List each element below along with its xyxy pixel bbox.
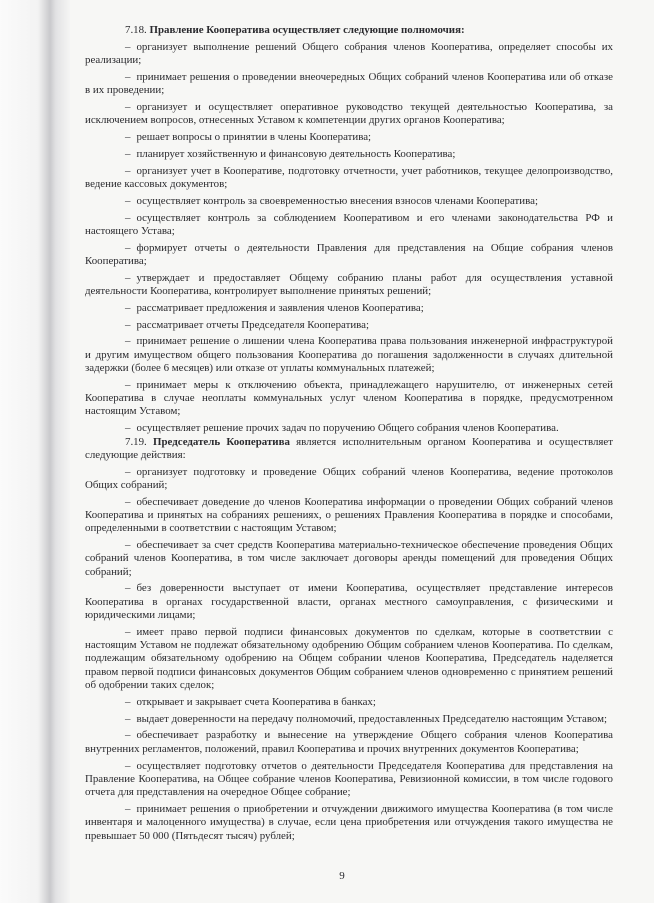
list-item-text: формирует отчеты о деятельности Правления для представления на Общие собрания членов Кооператива; <box>85 241 613 267</box>
list-item <box>85 131 613 144</box>
dash-bullet: – <box>125 164 131 177</box>
list-item-text: принимает решение о лишении члена Кооператива права пользования инженерной инфраструктурой и другим имуществом общего пользования Кооператива до погашения задолженности в случаях длительной задержки (более 6 месяцев) или отказе от уплаты коммунальных платежей; <box>85 335 613 375</box>
document-page <box>85 24 613 843</box>
list-item-text: утверждает и предоставляет Общему собранию планы работ для осуществления уставной деятельности Кооператива, контролирует выполнение принятых решений; <box>85 271 613 298</box>
dash-bullet: – <box>125 301 131 314</box>
list-item-text: осуществляет решение прочих задач по поручению Общего собрания членов Кооператива. <box>136 422 559 435</box>
list-item <box>85 496 613 536</box>
list-item-text: организует и осуществляет оперативное руководство текущей деятельностью Кооператива, за исключением вопросов, отнесенных Уставом к компетенции других органов Кооператива; <box>85 100 613 127</box>
list-item <box>85 760 613 800</box>
list-item-text: обеспечивает доведение до членов Кооператива информации о проведении Общих собраний членов Кооператива и принятых на собраниях решениях, о решениях Правления Кооператива в порядке и способами, определенными в соответствии с настоящим Уставом; <box>85 495 613 535</box>
dash-bullet: – <box>125 712 131 725</box>
dash-bullet: – <box>125 147 131 160</box>
list-item <box>85 319 613 332</box>
dash-bullet: – <box>125 378 131 391</box>
list-item-text: принимает решения о приобретении и отчуждении движимого имущества Кооператива (в том числе инвентаря и малоценного имущества) в случае, если цена приобретения или отчуждения такого имущества не превышает 50 000 (Пятьдесят тысяч) рублей; <box>85 802 613 842</box>
list-item-text: имеет право первой подписи финансовых документов по сделкам, которые в соответствии с настоящим Уставом не подлежат обязательному одобрению Общим собранием членов Кооператива. По сделкам, подлежащим обязательному одобрению на Общем собрании членов Кооператива, Председатель наделяется правом первой подписи финансовых документов Общим собранием членов одновременно с принятием решений об одобрении таких сделок; <box>85 625 613 692</box>
list-item <box>85 422 613 435</box>
dash-bullet: – <box>125 335 131 348</box>
section-heading: Правление Кооператива осуществляет следующие полномочия: <box>149 24 465 36</box>
list-item-text: решает вопросы о принятии в члены Кооператива; <box>136 131 372 144</box>
section-7-19-list <box>85 466 613 843</box>
dash-bullet: – <box>125 695 131 708</box>
list-item <box>85 242 613 269</box>
list-item-text: осуществляет контроль за своевременностью внесения взносов членами Кооператива; <box>136 194 538 207</box>
list-item-text: осуществляет контроль за соблюдением Кооперативом и его членами законодательства РФ и настоящего Устава; <box>85 211 613 237</box>
list-item <box>85 803 613 843</box>
list-item-text: принимает решения о проведении внеочередных Общих собраний членов Кооператива или об отказе в их проведении; <box>85 70 613 97</box>
list-item-text: открывает и закрывает счета Кооператива в банках; <box>136 695 376 708</box>
dash-bullet: – <box>125 465 131 478</box>
section-number: 7.19. <box>125 435 147 448</box>
dash-bullet: – <box>125 539 131 552</box>
page-fold-shadow <box>0 0 70 903</box>
dash-bullet: – <box>125 495 131 508</box>
list-item <box>85 165 613 192</box>
list-item <box>85 71 613 98</box>
list-item <box>85 148 613 161</box>
section-7-19-heading <box>85 436 613 463</box>
list-item-text: осуществляет подготовку отчетов о деятельности Председателя Кооператива для представления на Правление Кооператива, на Общее собрание членов Кооператива, Ревизионной комиссии, в том числе годового отчета для представления на очередное Общее собрание; <box>85 759 613 799</box>
list-item <box>85 379 613 419</box>
dash-bullet: – <box>125 759 131 772</box>
section-number: 7.18. <box>125 24 147 36</box>
dash-bullet: – <box>125 70 131 83</box>
dash-bullet: – <box>125 131 131 144</box>
list-item <box>85 729 613 756</box>
dash-bullet: – <box>125 194 131 207</box>
list-item <box>85 626 613 692</box>
list-item <box>85 696 613 709</box>
list-item <box>85 272 613 299</box>
list-item <box>85 539 613 579</box>
list-item-text: без доверенности выступает от имени Кооператива, осуществляет представление интересов Кооператива в органах государственной власти, органах местного самоуправления, с физическими и юридическими лицами; <box>85 582 613 622</box>
list-item <box>85 101 613 128</box>
dash-bullet: – <box>125 582 131 595</box>
section-heading: Председатель Кооператива <box>153 435 290 448</box>
section-intro: является исполнительным органом Кооператива и осуществляет следующие действия: <box>85 435 613 461</box>
list-item-text: рассматривает отчеты Председателя Кооператива; <box>136 318 370 331</box>
list-item-text: организует выполнение решений Общего собрания членов Кооператива, определяет способы их реализации; <box>85 40 613 67</box>
list-item-text: принимает меры к отключению объекта, принадлежащего нарушителю, от инженерных сетей Кооператива в случае неоплаты коммунальных услуг членом Кооператива в порядке, предусмотренном настоящим Уставом; <box>85 378 613 418</box>
list-item-text: организует подготовку и проведение Общих собраний членов Кооператива, ведение протоколов Общих собраний; <box>85 465 613 491</box>
list-item-text: обеспечивает за счет средств Кооператива материально-техническое обеспечение проведения Общих собраний членов Кооператива, в том числе заключает договоры аренды помещений для проведения Общих собраний; <box>85 539 613 578</box>
dash-bullet: – <box>125 40 131 53</box>
page-number: 9 <box>339 870 345 882</box>
section-7-18-heading <box>85 24 613 37</box>
dash-bullet: – <box>125 625 131 638</box>
list-item <box>85 713 613 726</box>
dash-bullet: – <box>125 802 131 815</box>
list-item <box>85 41 613 68</box>
list-item-text: организует учет в Кооперативе, подготовку отчетности, учет работников, текущее делопроизводство, ведение кассовых документов; <box>85 164 613 190</box>
list-item <box>85 212 613 239</box>
dash-bullet: – <box>125 100 131 113</box>
list-item <box>85 195 613 208</box>
list-item <box>85 335 613 375</box>
section-7-18-list <box>85 41 613 436</box>
dash-bullet: – <box>125 729 131 742</box>
list-item <box>85 466 613 493</box>
list-item-text: рассматривает предложения и заявления членов Кооператива; <box>136 301 424 314</box>
list-item-text: планирует хозяйственную и финансовую деятельность Кооператива; <box>136 147 456 160</box>
dash-bullet: – <box>125 241 131 254</box>
dash-bullet: – <box>125 422 131 435</box>
dash-bullet: – <box>125 318 131 331</box>
list-item-text: выдает доверенности на передачу полномочий, предоставленных Председателю настоящим Уставом; <box>136 712 608 725</box>
dash-bullet: – <box>125 271 131 284</box>
list-item-text: обеспечивает разработку и вынесение на утверждение Общего собрания членов Кооператива внутренних регламентов, положений, правил Кооператива и прочих внутренних документов Кооператива; <box>85 729 613 755</box>
list-item <box>85 582 613 622</box>
list-item <box>85 302 613 315</box>
dash-bullet: – <box>125 211 131 224</box>
